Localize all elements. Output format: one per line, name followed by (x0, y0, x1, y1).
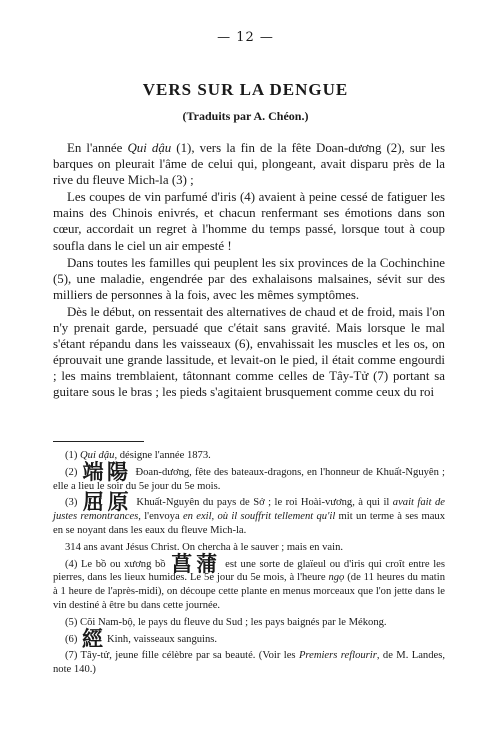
paragraph-text: (1), vers la fin de la fête Doan-dương (2), sur les barques on pleurait l'âme de celui qui, plongeant, avait disparu près de la rive du fleuve Mich-la (3) ; (53, 141, 445, 188)
footnote-number: (2) (65, 466, 78, 478)
translator-credit: (Traduits par A. Chéon.) (182, 109, 309, 123)
italic-term: Qui dậu (127, 141, 172, 155)
footnote-continuation: 314 ans avant Jésus Christ. On chercha à le sauver ; mais en vain. (65, 541, 344, 553)
page-title: VERS SUR LA DENGUE (142, 80, 349, 99)
footnotes (53, 449, 445, 680)
poem-body (53, 140, 445, 402)
footnote-number: (6) (65, 633, 78, 645)
footnote-text: Khuất-Nguyên du pays de Sở ; le roi Hoài-vương, à qui il (136, 497, 393, 509)
italic-term: en exil, où il souffrit tellement qu'il (182, 511, 336, 523)
italic-term: Qui dậu (80, 450, 115, 461)
footnote (53, 490, 445, 537)
footnote-text: Đoan-dương, fête des bateaux-dragons, en l'honneur de Khuất-Nguyên ; elle a lieu le soir du 5e jour du 5e mois. (53, 466, 445, 492)
footnote-text: , de M. Landes, note 140.) (53, 650, 445, 676)
italic-term: Premiers reflourir (298, 650, 377, 662)
footnote (53, 626, 445, 651)
footnote-text: , l'envoya (138, 511, 183, 523)
footnote-divider (53, 441, 144, 442)
footnote-number: (3) (65, 497, 78, 509)
footnote (53, 551, 446, 613)
chinese-characters: 屈原 (82, 490, 133, 515)
chinese-character: 經 (82, 626, 104, 651)
italic-term: avait fait de justes remontrances (53, 497, 445, 523)
paragraph: Les coupes de vin parfumé d'iris (4) avaient à peine cessé de fatiguer les mains des Chinois enivrés, et chacun renfermant ses émotions dans son cœur, accordait un regret à l'homme du temps passé, lorsque tout à coup soufla dans le ciel un air empesté ! (53, 190, 445, 253)
footnote-text: mit un terme à ses maux en se noyant dans les eaux du fleuve Mich-la. (53, 511, 445, 536)
chinese-characters: 端陽 (82, 459, 132, 484)
footnote-text: (7) Tây-tử, jeune fille célèbre par sa beauté. (Voir les (65, 650, 299, 662)
paragraph: Dès le début, on ressentait des alternatives de chaud et de froid, mais l'on n'y prenait garde, persuadé que c'était sans gravité. Mais lorsque le mal s'étant répandu dans les vaisseaux (6), envahissait les muscles et les os, on éprouvait une grande lassitude, et levait-on le pied, il était comme engourdi ; les mains tremblaient, tâtonnant comme celles de Tây-Tử (7) portant sa guitare sous le bras ; les pieds s'agitaient brusquement comme ceux du roi (53, 304, 445, 400)
italic-term: ngọ (328, 572, 345, 584)
paragraph-text: En l'année (67, 141, 128, 155)
footnote-text: Kinh, vaisseaux sanguins. (107, 633, 218, 645)
page-number: — 12 — (217, 30, 274, 45)
paragraph (53, 140, 445, 188)
footnote (53, 649, 445, 677)
footnote-text: , désigne l'année 1873. (114, 450, 211, 461)
footnote: (5) Cõi Nam-bộ, le pays du fleuve du Sud ; les pays baignés par le Mékong. (65, 616, 387, 628)
footnote (53, 459, 445, 494)
paragraph: Dans toutes les familles qui peuplent les six provinces de la Cochinchine (5), une maladie, engendrée par des exhalaisons malsaines, sévit sur des milliers de personnes à la fois, avec les mêmes symptômes. (53, 255, 445, 302)
footnote-text: (4) Le bồ ou xương bồ (65, 558, 166, 570)
footnote-text: est une sorte de glaïeul ou d'iris qui croît entre les pierres, dans les lieux humides. Le 5e jour du 5e mois, à l'heure (53, 558, 446, 584)
chinese-characters: 菖蒲 (171, 551, 222, 576)
footnote-text: (1) (65, 450, 81, 461)
footnote-text: (de 11 heures du matin à 1 heure de l'après-midi), on découpe cette plante en menus morceaux que l'on jette dans le vin destiné à être bu dans cette journée. (53, 572, 445, 611)
